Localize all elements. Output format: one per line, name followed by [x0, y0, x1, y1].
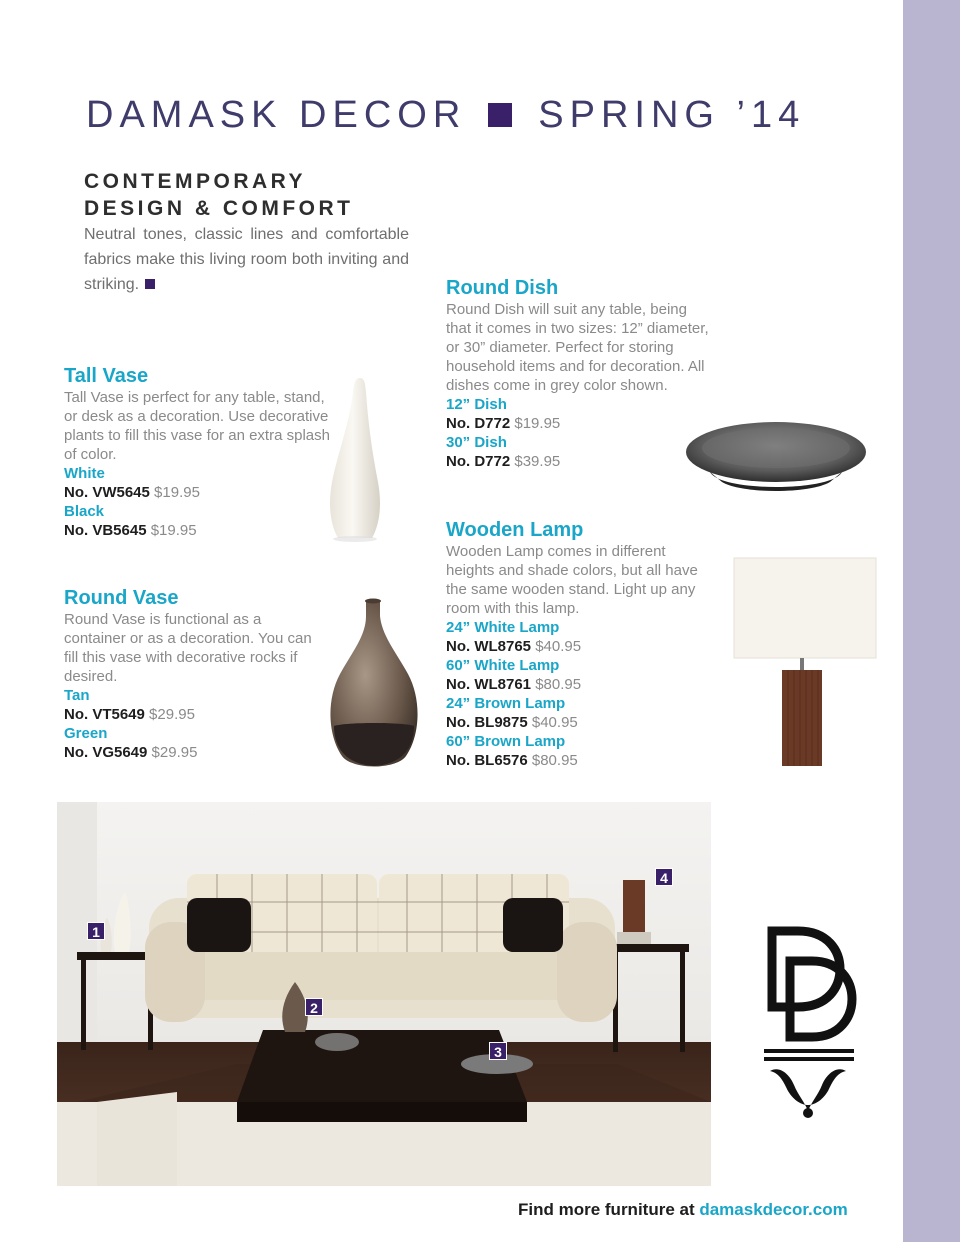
- sku-row: [446, 713, 716, 732]
- headline-line-2: DESIGN & COMFORT: [84, 197, 354, 220]
- variant-name: 12” Dish: [446, 396, 507, 413]
- product-wooden-lamp: [446, 518, 716, 770]
- sku: No. VB5645: [64, 522, 147, 539]
- round-dish-image: [680, 412, 870, 496]
- price: $40.95: [535, 638, 582, 655]
- variant-name: Green: [64, 725, 108, 742]
- price: $19.95: [150, 522, 197, 539]
- dd-monogram-logo: [760, 925, 865, 1120]
- variant-name: Black: [64, 503, 105, 520]
- masthead: [86, 90, 846, 140]
- price: $80.95: [535, 676, 582, 693]
- brand-name: DAMASK DECOR: [86, 93, 467, 136]
- wooden-lamp-image: [730, 556, 882, 766]
- lavender-side-bar: [903, 0, 960, 1242]
- sku: No. VT5649: [64, 706, 145, 723]
- callout-badge-3: 3: [489, 1042, 507, 1060]
- product-description: Round Dish will suit any table, being that it comes in two sizes: 12” diameter, or 30” diameter. Perfect for storing household items and for decoration. All dishes come in grey color shown.: [446, 301, 709, 394]
- product-description: Round Vase is functional as a container or as a decoration. You can fill this vase with decorative rocks if desired.: [64, 611, 312, 685]
- sku-row: [64, 743, 324, 762]
- product-description: Tall Vase is perfect for any table, stand, or desk as a decoration. Use decorative plants to fill this vase for an extra splash of color.: [64, 389, 330, 463]
- sku-row: [446, 675, 716, 694]
- variant-name: 60” Brown Lamp: [446, 733, 566, 750]
- season-label: SPRING ’14: [538, 93, 806, 136]
- square-bullet-icon: [488, 103, 512, 127]
- website-link[interactable]: damaskdecor.com: [699, 1200, 848, 1219]
- price: $39.95: [514, 453, 561, 470]
- callout-badge-4: 4: [655, 868, 673, 886]
- price: $19.95: [154, 484, 200, 501]
- living-room-illustration: [57, 802, 711, 1186]
- sku: No. WL8765: [446, 638, 532, 655]
- price: $19.95: [514, 415, 561, 432]
- square-end-mark-icon: [145, 279, 155, 289]
- variant-name: 60” White Lamp: [446, 657, 560, 674]
- variant-name: 30” Dish: [446, 434, 507, 451]
- sku-row: [446, 452, 716, 471]
- intro-text: Neutral tones, classic lines and comfortable fabrics make this living room both inviting and striking.: [84, 226, 409, 293]
- living-room-photo: [57, 802, 711, 1186]
- variant-name: 24” White Lamp: [446, 619, 560, 636]
- variant-name: Tan: [64, 687, 90, 704]
- product-title: Round Vase: [64, 587, 179, 609]
- sku: No. WL8761: [446, 676, 532, 693]
- sku: No. D772: [446, 415, 511, 432]
- sku: No. VG5649: [64, 744, 148, 761]
- product-round-vase: [64, 586, 324, 762]
- callout-badge-2: 2: [305, 998, 323, 1016]
- product-title: Wooden Lamp: [446, 519, 584, 541]
- variant-name: 24” Brown Lamp: [446, 695, 566, 712]
- section-headline: [84, 168, 354, 222]
- intro-paragraph: [84, 222, 409, 297]
- footer-cta: [518, 1200, 848, 1220]
- footer-text: Find more furniture at: [518, 1200, 700, 1219]
- variant-name: White: [64, 465, 105, 482]
- price: $29.95: [149, 706, 195, 723]
- product-description: Wooden Lamp comes in different heights and shade colors, but all have the same wooden stand. Light up any room with this lamp.: [446, 543, 698, 617]
- headline-line-1: CONTEMPORARY: [84, 170, 307, 193]
- sku: No. BL6576: [446, 752, 528, 769]
- sku-row: [64, 705, 324, 724]
- sku: No. VW5645: [64, 484, 150, 501]
- sku-row: [446, 414, 716, 433]
- sku: No. D772: [446, 453, 511, 470]
- product-round-dish: [446, 276, 716, 471]
- sku-row: [64, 521, 336, 540]
- round-vase-image: [326, 596, 422, 776]
- sku-row: [64, 483, 336, 502]
- price: $40.95: [531, 714, 578, 731]
- product-tall-vase: [64, 364, 336, 540]
- sku: No. BL9875: [446, 714, 528, 731]
- callout-badge-1: 1: [87, 922, 105, 940]
- price: $29.95: [151, 744, 198, 761]
- sku-row: [446, 751, 716, 770]
- tall-vase-image: [320, 372, 388, 544]
- sku-row: [446, 637, 716, 656]
- product-title: Round Dish: [446, 277, 559, 299]
- product-title: Tall Vase: [64, 365, 149, 387]
- price: $80.95: [531, 752, 578, 769]
